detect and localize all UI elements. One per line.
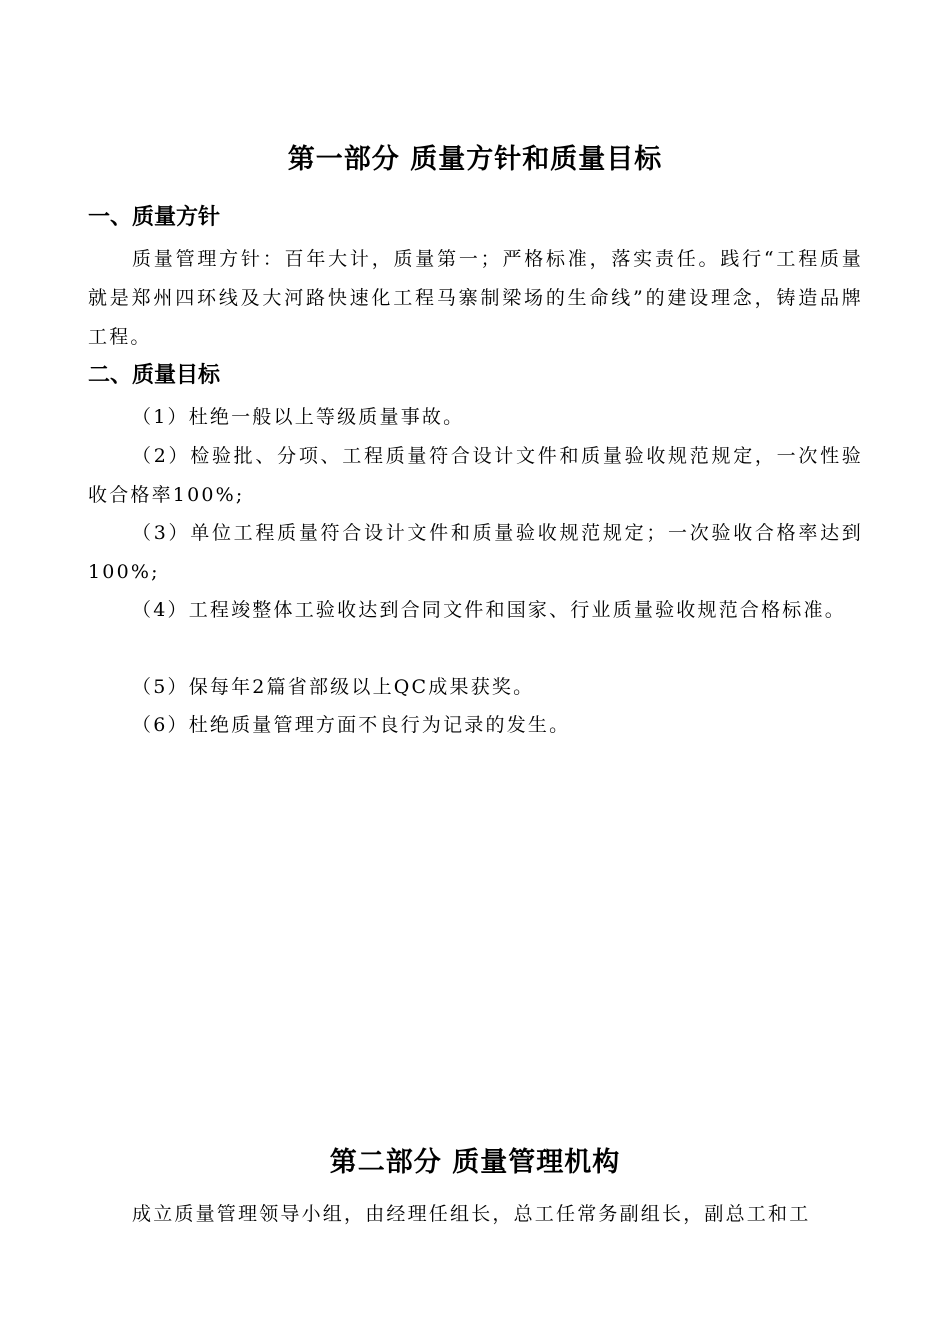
quality-goal-item-2: （2）检验批、分项、工程质量符合设计文件和质量验收规范规定，一次性验收合格率100%;	[88, 445, 863, 506]
part-one-title: 第一部分 质量方针和质量目标	[287, 144, 663, 175]
quality-goal-item-5: （5）保每年2篇省部级以上QC成果获奖。	[132, 676, 535, 698]
quality-goal-item-1: （1）杜绝一般以上等级质量事故。	[132, 406, 465, 428]
part-two-title: 第二部分 质量管理机构	[329, 1147, 621, 1178]
organization-paragraph: 成立质量管理领导小组，由经理任组长，总工任常务副组长，副总工和工	[132, 1203, 811, 1225]
quality-policy-paragraph: 质量管理方针：百年大计，质量第一；严格标准，落实责任。践行“工程质量就是郑州四环线及大河路快速化工程马寨制梁场的生命线”的建设理念，铸造品牌工程。	[88, 248, 863, 348]
quality-goal-item-3: （3）单位工程质量符合设计文件和质量验收规范规定；一次验收合格率达到100%;	[88, 522, 863, 583]
quality-goal-item-4: （4）工程竣整体工验收达到合同文件和国家、行业质量验收规范合格标准。	[132, 599, 846, 621]
quality-goals-heading: 二、质量目标	[88, 363, 221, 388]
quality-goal-item-6: （6）杜绝质量管理方面不良行为记录的发生。	[132, 714, 571, 736]
quality-policy-heading: 一、质量方针	[88, 205, 221, 230]
